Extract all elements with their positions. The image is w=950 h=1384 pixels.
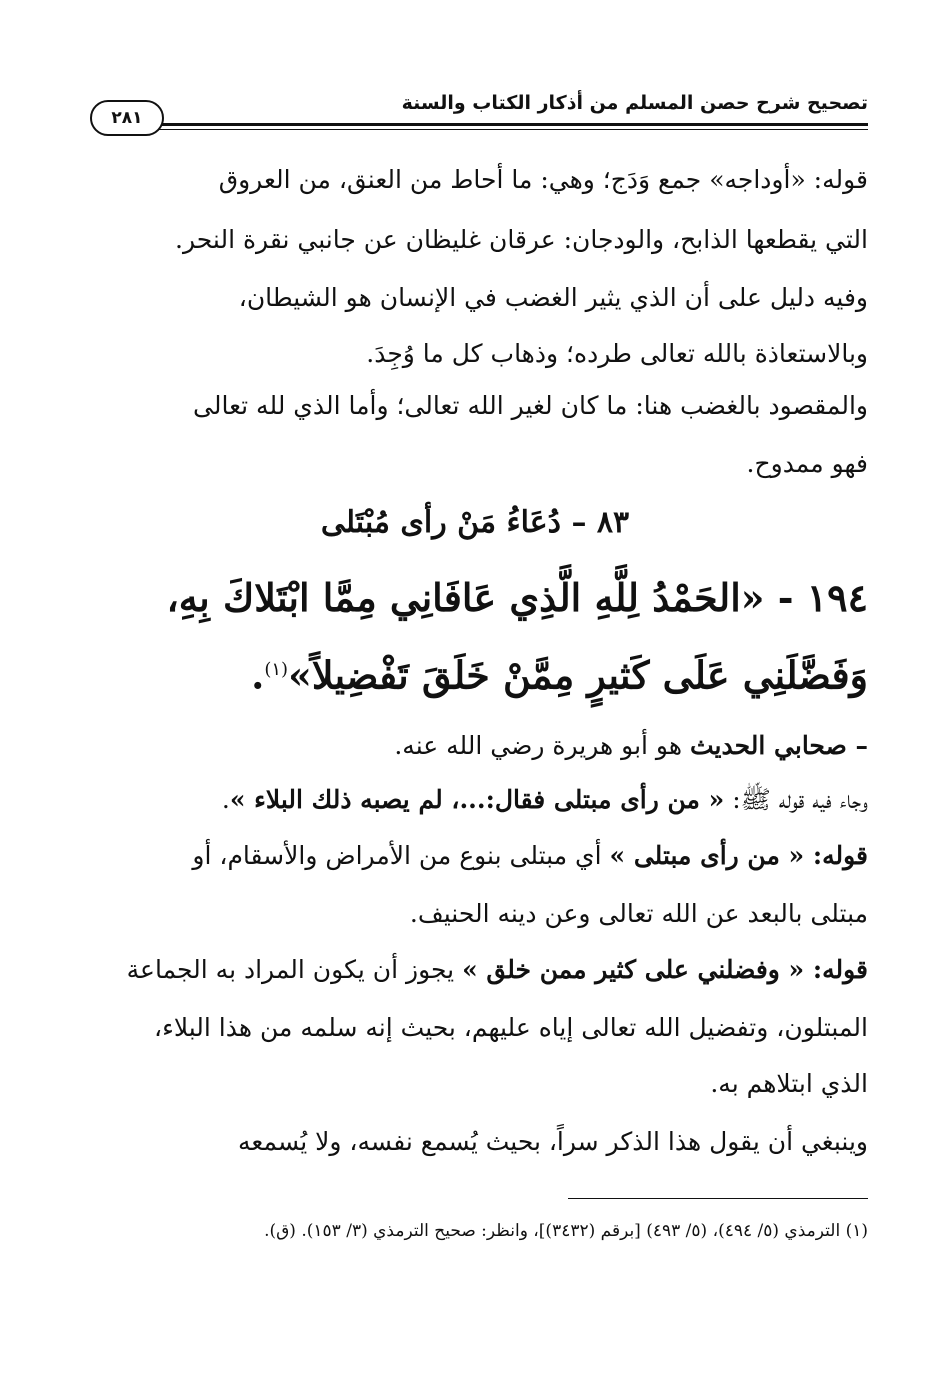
text-line: مبتلى بالبعد عن الله تعالى وعن دينه الحنيف. bbox=[409, 899, 868, 928]
bold-label: قوله: « وفضلني على كثير ممن خلق » bbox=[462, 955, 868, 984]
bold-label: – صحابي الحديث bbox=[689, 731, 868, 760]
text-line: وبالاستعاذة بالله تعالى طرده؛ وذهاب كل ما وُجِدَ. bbox=[366, 339, 868, 368]
text-line bbox=[127, 952, 868, 988]
text-span: . bbox=[221, 785, 230, 814]
footnote-separator bbox=[568, 1198, 868, 1199]
text-span: أي مبتلى بنوع من الأمراض والأسقام، أو bbox=[192, 841, 610, 870]
running-title: تصحيح شرح حصن المسلم من أذكار الكتاب والسنة bbox=[401, 92, 868, 114]
text-span: هو أبو هريرة رضي الله عنه. bbox=[394, 731, 690, 760]
chapter-heading: ٨٣ – دُعَاءُ مَنْ رأى مُبْتَلى bbox=[320, 505, 630, 540]
text-line: التي يقطعها الذابح، والودجان: عرقان غليظان عن جانبي نقرة النحر. bbox=[175, 225, 868, 254]
text-line: وينبغي أن يقول هذا الذكر سراً، بحيث يُسمع نفسه، ولا يُسمعه bbox=[238, 1127, 868, 1156]
text-line: فهو ممدوح. bbox=[746, 449, 868, 478]
text-line: المبتلون، وتفضيل الله تعالى إياه عليهم، بحيث إنه سلمه من هذا البلاء، bbox=[154, 1013, 868, 1042]
header-rule bbox=[152, 123, 868, 126]
page-number: ٢٨١ bbox=[90, 100, 164, 136]
text-line bbox=[394, 728, 868, 764]
footnote: (١) الترمذي (٥/ ٤٩٤)، (٥/ ٤٩٣) [برقم (٣٤٣٢)]، وانظر: صحيح الترمذي (٣/ ١٥٣). (ق). bbox=[264, 1221, 868, 1241]
text-line bbox=[192, 838, 868, 874]
header-rule-thin bbox=[152, 129, 868, 130]
text-line: قوله: «أوداجه» جمع وَدَج؛ وهي: ما أحاط من العنق، من العروق bbox=[218, 165, 868, 194]
text-line: وفيه دليل على أن الذي يثير الغضب في الإنسان هو الشيطان، bbox=[238, 283, 868, 312]
text-line bbox=[222, 782, 868, 818]
dua-line: ١٩٤ - «الحَمْدُ لِلَّهِ الَّذِي عَافَانِي مِمَّا ابْتَلاكَ بِهِ، bbox=[166, 575, 868, 620]
hadith-quote: « من رأى مبتلى فقال:...، لم يصبه ذلك البلاء » bbox=[229, 785, 725, 814]
dua-line bbox=[251, 640, 868, 706]
running-header bbox=[90, 88, 868, 138]
text-line: الذي ابتلاهم به. bbox=[710, 1069, 868, 1098]
text-span: وجاء فيه قوله ﷺ: bbox=[724, 785, 868, 814]
bold-label: قوله: « من رأى مبتلى » bbox=[609, 841, 868, 870]
dua-end: . bbox=[251, 652, 265, 698]
dua-text: وَفَضَّلَنِي عَلَى كَثيرٍ مِمَّنْ خَلَقَ تَفْضِيلاً» bbox=[288, 652, 868, 698]
footnote-ref: (١) bbox=[264, 659, 289, 680]
text-line: والمقصود بالغضب هنا: ما كان لغير الله تعالى؛ وأما الذي لله تعالى bbox=[193, 391, 868, 420]
text-span: يجوز أن يكون المراد به الجماعة bbox=[126, 955, 463, 984]
